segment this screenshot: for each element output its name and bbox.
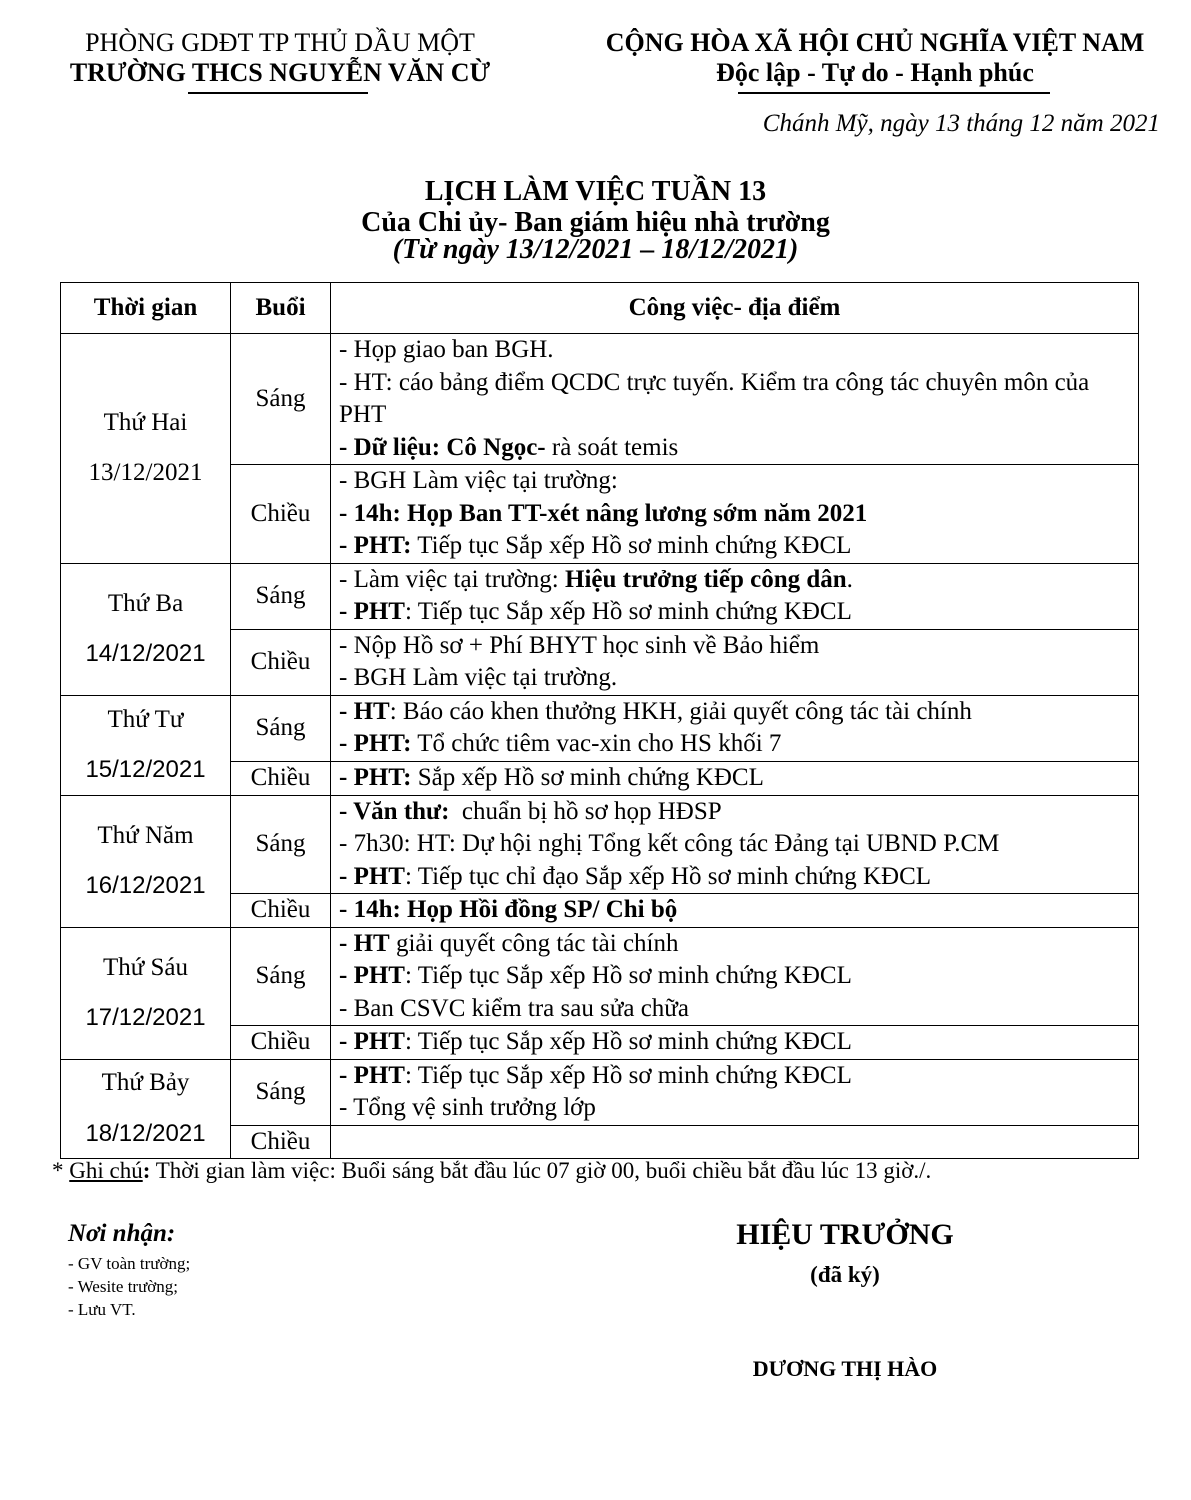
tasks-tue-pm [331, 629, 1139, 695]
task-item: - Họp giao ban BGH. [339, 336, 554, 363]
header-time: Thời gian [61, 283, 231, 334]
task-item-text: Tiếp tục Sắp xếp Hồ sơ minh chứng KĐCL [411, 532, 852, 559]
task-item-text: . [846, 565, 853, 593]
task-item: - BGH Làm việc tại trường: [339, 467, 618, 494]
task-item: - 14h: Họp Hồi đồng SP/ Chi bộ [339, 896, 678, 923]
day-cell-monday [61, 334, 231, 564]
title-line-2: Của Chi ủy- Ban giám hiệu nhà trường [361, 207, 830, 238]
task-item [339, 596, 1130, 629]
motto-underline [738, 92, 1050, 94]
task-item-bold: - PHT [339, 962, 405, 989]
header-session: Buổi [231, 283, 331, 334]
task-item-bold: - HT [339, 697, 390, 725]
session-morning: Sáng [231, 1059, 331, 1125]
school-name: TRƯỜNG THCS NGUYỄN VĂN CỪ [69, 58, 491, 87]
task-item-text: : Tiếp tục Sắp xếp Hồ sơ minh chứng KĐCL [404, 1061, 852, 1089]
recipients-list [68, 1252, 190, 1321]
session-afternoon: Chiều [231, 1125, 331, 1159]
task-item: - Tổng vệ sinh trưởng lớp [339, 1094, 596, 1121]
day-cell-wednesday [61, 695, 231, 795]
header-tasks: Công việc- địa điểm [331, 283, 1139, 334]
task-item-bold: - Dữ liệu: Cô Ngọc- [339, 433, 546, 461]
recipients-title: Nơi nhận: [68, 1220, 176, 1247]
tasks-sat-pm [331, 1125, 1139, 1159]
session-morning: Sáng [231, 695, 331, 761]
table-row [61, 795, 1139, 894]
footnote-star: * [52, 1158, 70, 1183]
task-item [339, 564, 1130, 597]
task-item: - BGH Làm việc tại trường. [339, 664, 618, 691]
task-item [339, 928, 1130, 961]
task-item-bold: - PHT: [339, 730, 412, 757]
day-cell-saturday [61, 1059, 231, 1159]
task-item: - 7h30: HT: Dự hội nghị Tổng kết công tác Đảng tại UBND P.CM [339, 830, 1000, 857]
footnote-label: Ghi chú [69, 1158, 143, 1183]
tasks-fri-am [331, 927, 1139, 1026]
document-date: Chánh Mỹ, ngày 13 tháng 12 năm 2021 [762, 110, 1160, 137]
country-name: CỘNG HÒA XÃ HỘI CHỦ NGHĨA VIỆT NAM [605, 28, 1145, 57]
national-header [560, 28, 1190, 88]
task-item-bold: Hiệu trưởng tiếp công dân [565, 565, 847, 593]
issuing-office [30, 28, 530, 88]
task-item: - 14h: Họp Ban TT-xét nâng lương sớm năm 2021 [339, 499, 868, 527]
table-row [61, 695, 1139, 761]
task-item-text: : Tiếp tục Sắp xếp Hồ sơ minh chứng KĐCL [404, 598, 852, 625]
table-header-row [61, 283, 1139, 334]
task-item: - Ban CSVC kiểm tra sau sửa chữa [339, 994, 689, 1022]
task-item [339, 960, 1130, 993]
session-afternoon: Chiều [231, 1026, 331, 1060]
tasks-mon-am [331, 334, 1139, 465]
day-cell-friday [61, 927, 231, 1059]
signer-role: HIỆU TRƯỞNG [736, 1218, 954, 1251]
task-item-bold: - PHT: [339, 532, 412, 559]
tasks-wed-pm [331, 761, 1139, 795]
task-item-bold: - PHT [339, 862, 405, 890]
tasks-thu-am [331, 795, 1139, 894]
footnote [52, 1158, 1172, 1184]
task-item: - Nộp Hồ sơ + Phí BHYT học sinh về Bảo hiểm [339, 631, 820, 659]
task-item-bold: - PHT [339, 1028, 405, 1055]
day-name: Thứ Tư [107, 705, 184, 733]
session-afternoon: Chiều [231, 465, 331, 564]
day-name: Thứ Ba [107, 589, 184, 617]
department-name: PHÒNG GDĐT TP THỦ DẦU MỘT [85, 28, 475, 57]
day-name: Thứ Hai [103, 408, 188, 436]
day-date: 14/12/2021 [85, 640, 206, 667]
day-date: 13/12/2021 [88, 459, 203, 487]
task-item-text: chuẩn bị hồ sơ họp HĐSP [449, 797, 722, 825]
footnote-text: Thời gian làm việc: Buổi sáng bắt đầu lúc 07 giờ 00, buổi chiều bắt đầu lúc 13 giờ./. [150, 1158, 932, 1183]
task-item-text: : Tiếp tục Sắp xếp Hồ sơ minh chứng KĐCL [404, 1028, 852, 1055]
task-item-text: - Làm việc tại trường: [339, 565, 566, 593]
task-item-text: rà soát temis [545, 433, 679, 461]
school-name-underline [188, 92, 368, 94]
tasks-wed-am [331, 695, 1139, 761]
signed-status: (đã ký) [810, 1262, 880, 1287]
task-item-text: : Tiếp tục chỉ đạo Sắp xếp Hồ sơ minh chứng KĐCL [404, 862, 932, 890]
table-row [61, 334, 1139, 465]
session-afternoon: Chiều [231, 894, 331, 928]
session-afternoon: Chiều [231, 629, 331, 695]
task-item-text: Tổ chức tiêm vac-xin cho HS khối 7 [411, 730, 782, 757]
list-item: - Wesite trường; [68, 1277, 179, 1296]
task-item-bold: - PHT [339, 598, 405, 625]
table-row [61, 927, 1139, 1026]
task-item: - HT: cáo bảng điểm QCDC trực tuyến. Kiểm tra công tác chuyên môn của PHT [339, 368, 1090, 428]
tasks-thu-pm [331, 894, 1139, 928]
day-date: 18/12/2021 [85, 1119, 206, 1147]
day-date: 16/12/2021 [85, 872, 206, 899]
signature-block [700, 1218, 990, 1382]
footnote-colon: : [142, 1158, 151, 1183]
tasks-tue-am [331, 563, 1139, 629]
table-row [61, 563, 1139, 629]
title-date-range: (Từ ngày 13/12/2021 – 18/12/2021) [392, 234, 799, 265]
task-item-text: : Tiếp tục Sắp xếp Hồ sơ minh chứng KĐCL [404, 962, 852, 989]
task-item [339, 1026, 1130, 1059]
task-item-bold: - PHT: [339, 763, 412, 791]
task-item [339, 1060, 1130, 1093]
day-date: 15/12/2021 [85, 756, 206, 783]
task-item-bold: - HT [339, 929, 390, 957]
task-item [339, 696, 1130, 729]
tasks-fri-pm [331, 1026, 1139, 1060]
session-morning: Sáng [231, 563, 331, 629]
list-item: - Lưu VT. [68, 1300, 136, 1319]
task-item [339, 796, 1130, 829]
task-item [339, 432, 1130, 465]
session-morning: Sáng [231, 927, 331, 1026]
document-title [0, 178, 1191, 263]
title-line-1: LỊCH LÀM VIỆC TUẦN 13 [424, 176, 767, 207]
task-item [339, 762, 1130, 795]
session-afternoon: Chiều [231, 761, 331, 795]
day-name: Thứ Năm [97, 821, 194, 849]
tasks-sat-am [331, 1059, 1139, 1125]
day-name: Thứ Sáu [102, 953, 189, 981]
session-morning: Sáng [231, 334, 331, 465]
task-item-text: : Báo cáo khen thưởng HKH, giải quyết công tác tài chính [389, 697, 972, 725]
motto: Độc lập - Tự do - Hạnh phúc [716, 58, 1034, 87]
day-date: 17/12/2021 [85, 1004, 206, 1031]
task-item-text: giải quyết công tác tài chính [389, 929, 679, 957]
signer-name: DƯƠNG THỊ HÀO [752, 1356, 938, 1381]
task-item [339, 728, 1130, 761]
tasks-mon-pm [331, 465, 1139, 564]
table-row [61, 1059, 1139, 1125]
day-cell-thursday [61, 795, 231, 927]
task-item-bold: - PHT [339, 1061, 405, 1089]
task-item-bold: - Văn thư: [339, 797, 450, 825]
list-item: - GV toàn trường; [68, 1254, 191, 1273]
schedule-table [60, 282, 1139, 1159]
task-item [339, 530, 1130, 563]
task-item [339, 861, 1130, 894]
day-name: Thứ Bảy [101, 1069, 190, 1097]
session-morning: Sáng [231, 795, 331, 894]
task-item-text: Sắp xếp Hồ sơ minh chứng KĐCL [411, 763, 764, 791]
day-cell-tuesday [61, 563, 231, 695]
